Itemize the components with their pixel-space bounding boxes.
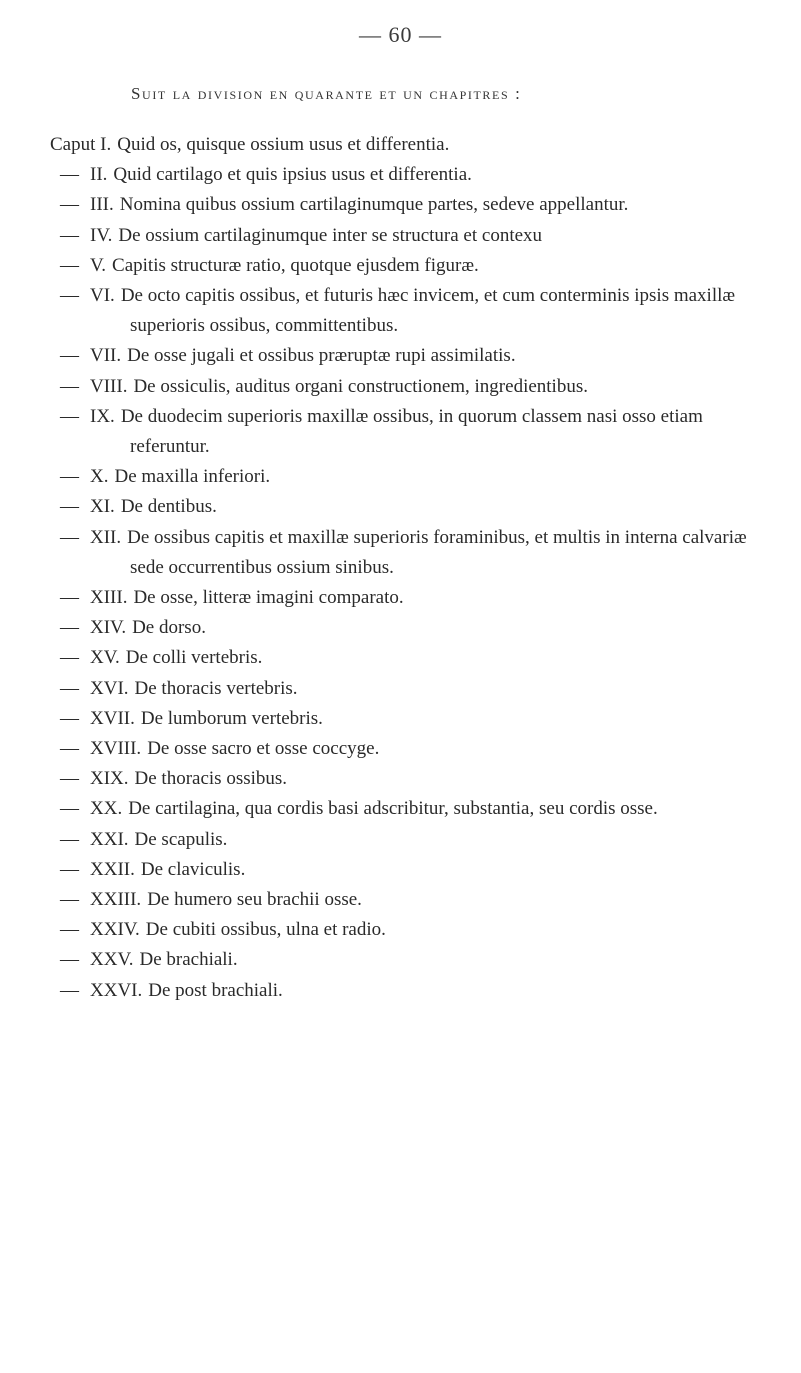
chapter-entry-body <box>90 372 765 402</box>
page-number: — 60 — <box>359 22 442 47</box>
chapter-number: XX. <box>90 798 123 820</box>
chapter-dash: — <box>60 979 79 1001</box>
chapter-entry <box>0 583 801 613</box>
chapter-dash: — <box>60 285 79 307</box>
chapter-dash: — <box>60 647 79 669</box>
chapter-title: De thoracis ossibus. <box>134 768 288 790</box>
chapter-number: VIII. <box>90 375 128 397</box>
chapter-entry-body <box>90 704 765 734</box>
chapter-entry-body <box>90 945 765 975</box>
running-head <box>131 84 771 104</box>
chapter-entry <box>0 462 801 492</box>
chapter-entry-body <box>90 402 765 462</box>
chapter-entry <box>0 734 801 764</box>
chapter-number: XVI. <box>90 677 129 699</box>
chapter-title: Quid os, quisque ossium usus et differentia. <box>117 134 450 155</box>
chapter-entry <box>0 190 801 220</box>
chapter-entry-body <box>90 583 765 613</box>
chapter-number: III. <box>90 194 114 216</box>
chapter-entry-body <box>90 221 765 251</box>
chapter-entry <box>0 794 801 824</box>
chapter-title: De dentibus. <box>120 496 217 518</box>
chapter-dash: — <box>60 889 79 911</box>
chapter-title: De post brachiali. <box>148 979 283 1001</box>
chapter-title: Capitis structuræ ratio, quotque ejusdem figuræ. <box>112 254 479 276</box>
chapter-number: XXVI. <box>90 979 143 1001</box>
chapter-entry-body <box>90 734 765 764</box>
chapter-dash: — <box>60 707 79 729</box>
chapter-entry <box>0 915 801 945</box>
chapter-number: V. <box>90 254 107 276</box>
chapter-title: Quid cartilago et quis ipsius usus et differentia. <box>113 164 472 186</box>
chapter-entry-body <box>50 130 765 160</box>
chapter-entry-body <box>90 281 765 341</box>
chapter-title: De dorso. <box>132 617 206 639</box>
chapter-entry-body <box>90 190 765 220</box>
chapter-entry <box>0 704 801 734</box>
chapter-number: XIV. <box>90 617 127 639</box>
chapter-dash: — <box>60 768 79 790</box>
chapter-title: De osse sacro et osse coccyge. <box>147 738 380 760</box>
chapter-title: De cartilagina, qua cordis basi adscribitur, substantia, seu cordis osse. <box>128 798 658 820</box>
chapter-title: De osse, litteræ imagini comparato. <box>133 587 404 609</box>
chapter-entry <box>0 825 801 855</box>
chapter-title: De osse jugali et ossibus præruptæ rupi assimilatis. <box>127 345 516 367</box>
chapter-number: IX. <box>90 405 115 427</box>
chapter-number: XXI. <box>90 828 129 850</box>
chapter-title: De ossibus capitis et maxillæ superioris foraminibus, et multis in interna calvariæ sede occurrentibus ossium sinibus. <box>127 526 747 578</box>
chapter-title: De colli vertebris. <box>125 647 263 669</box>
chapter-entry-body <box>90 764 765 794</box>
chapter-dash: — <box>60 375 79 397</box>
chapter-title: De scapulis. <box>134 828 228 850</box>
chapter-title: De lumborum vertebris. <box>140 707 323 729</box>
chapter-dash: — <box>60 738 79 760</box>
chapter-entry-body <box>90 674 765 704</box>
chapter-number: XVIII. <box>90 738 142 760</box>
chapter-entry <box>0 341 801 371</box>
chapter-dash: — <box>60 164 79 186</box>
chapter-entry-body <box>90 160 765 190</box>
chapter-number: XII. <box>90 526 122 548</box>
chapter-title: De claviculis. <box>140 858 246 880</box>
chapter-entry <box>0 855 801 885</box>
chapter-entry <box>0 945 801 975</box>
chapter-entry-body <box>90 341 765 371</box>
chapter-dash: — <box>60 858 79 880</box>
chapter-dash: — <box>60 677 79 699</box>
chapter-entry-body <box>90 915 765 945</box>
chapter-dash: — <box>60 587 79 609</box>
chapter-entry-body <box>90 643 765 673</box>
chapter-title: Nomina quibus ossium cartilaginumque partes, sedeve appellantur. <box>119 194 629 216</box>
chapter-entry-body <box>90 492 765 522</box>
chapter-entry <box>0 643 801 673</box>
running-head-text: Suit la division en quarante et un chapitres : <box>131 84 522 103</box>
chapter-number: VII. <box>90 345 122 367</box>
chapter-number: XV. <box>90 647 120 669</box>
chapter-entry <box>0 674 801 704</box>
chapter-entry <box>0 885 801 915</box>
chapter-prefix: Caput <box>50 134 96 155</box>
chapter-title: De octo capitis ossibus, et futuris hæc invicem, et cum conterminis ipsis maxillæ superioris ossibus, committentibus. <box>120 285 736 337</box>
chapter-entry-body <box>90 613 765 643</box>
chapter-dash: — <box>60 345 79 367</box>
chapter-entry <box>0 281 801 341</box>
chapter-entry-body <box>90 523 765 583</box>
chapter-dash: — <box>60 617 79 639</box>
chapter-entry-body <box>90 855 765 885</box>
chapter-entry <box>0 523 801 583</box>
chapter-dash: — <box>60 466 79 488</box>
chapter-number: XIX. <box>90 768 129 790</box>
chapter-entry <box>0 764 801 794</box>
chapter-number: I. <box>100 134 112 155</box>
chapter-entry <box>0 160 801 190</box>
chapter-number: XIII. <box>90 587 128 609</box>
chapter-number: XXV. <box>90 949 134 971</box>
chapter-entry-body <box>90 976 765 1006</box>
chapter-number: II. <box>90 164 108 186</box>
chapter-dash: — <box>60 254 79 276</box>
chapter-title: De duodecim superioris maxillæ ossibus, in quorum classem nasi osso etiam referuntur. <box>120 405 703 458</box>
chapter-number: XXIII. <box>90 889 142 911</box>
chapter-number: XXII. <box>90 858 135 880</box>
chapter-entry <box>0 492 801 522</box>
chapter-entry-body <box>90 825 765 855</box>
chapter-dash: — <box>60 224 79 246</box>
chapter-dash: — <box>60 798 79 820</box>
chapter-title: De humero seu brachii osse. <box>147 889 362 911</box>
chapter-number: IV. <box>90 224 113 246</box>
chapter-entry <box>0 251 801 281</box>
chapter-dash: — <box>60 526 79 548</box>
chapter-number: X. <box>90 466 109 488</box>
chapter-list <box>0 130 801 1006</box>
chapter-title: De ossiculis, auditus organi constructionem, ingredientibus. <box>133 375 588 397</box>
chapter-entry <box>0 130 801 160</box>
chapter-dash: — <box>60 405 79 427</box>
chapter-dash: — <box>60 949 79 971</box>
chapter-title: De ossium cartilaginumque inter se structura et contexu <box>118 224 543 246</box>
chapter-entry-body <box>90 462 765 492</box>
chapter-title: De cubiti ossibus, ulna et radio. <box>145 919 386 941</box>
chapter-number: XVII. <box>90 707 135 729</box>
chapter-title: De brachiali. <box>139 949 238 971</box>
chapter-entry-body <box>90 885 765 915</box>
chapter-entry <box>0 372 801 402</box>
chapter-dash: — <box>60 919 79 941</box>
chapter-entry <box>0 613 801 643</box>
chapter-dash: — <box>60 496 79 518</box>
chapter-title: De maxilla inferiori. <box>114 466 271 488</box>
chapter-entry-body <box>90 251 765 281</box>
chapter-dash: — <box>60 828 79 850</box>
chapter-entry-body <box>90 794 765 824</box>
chapter-entry <box>0 221 801 251</box>
chapter-number: XI. <box>90 496 115 518</box>
chapter-entry <box>0 976 801 1006</box>
chapter-entry <box>0 402 801 462</box>
chapter-dash: — <box>60 194 79 216</box>
chapter-title: De thoracis vertebris. <box>134 677 298 699</box>
chapter-number: XXIV. <box>90 919 140 941</box>
chapter-number: VI. <box>90 285 115 307</box>
